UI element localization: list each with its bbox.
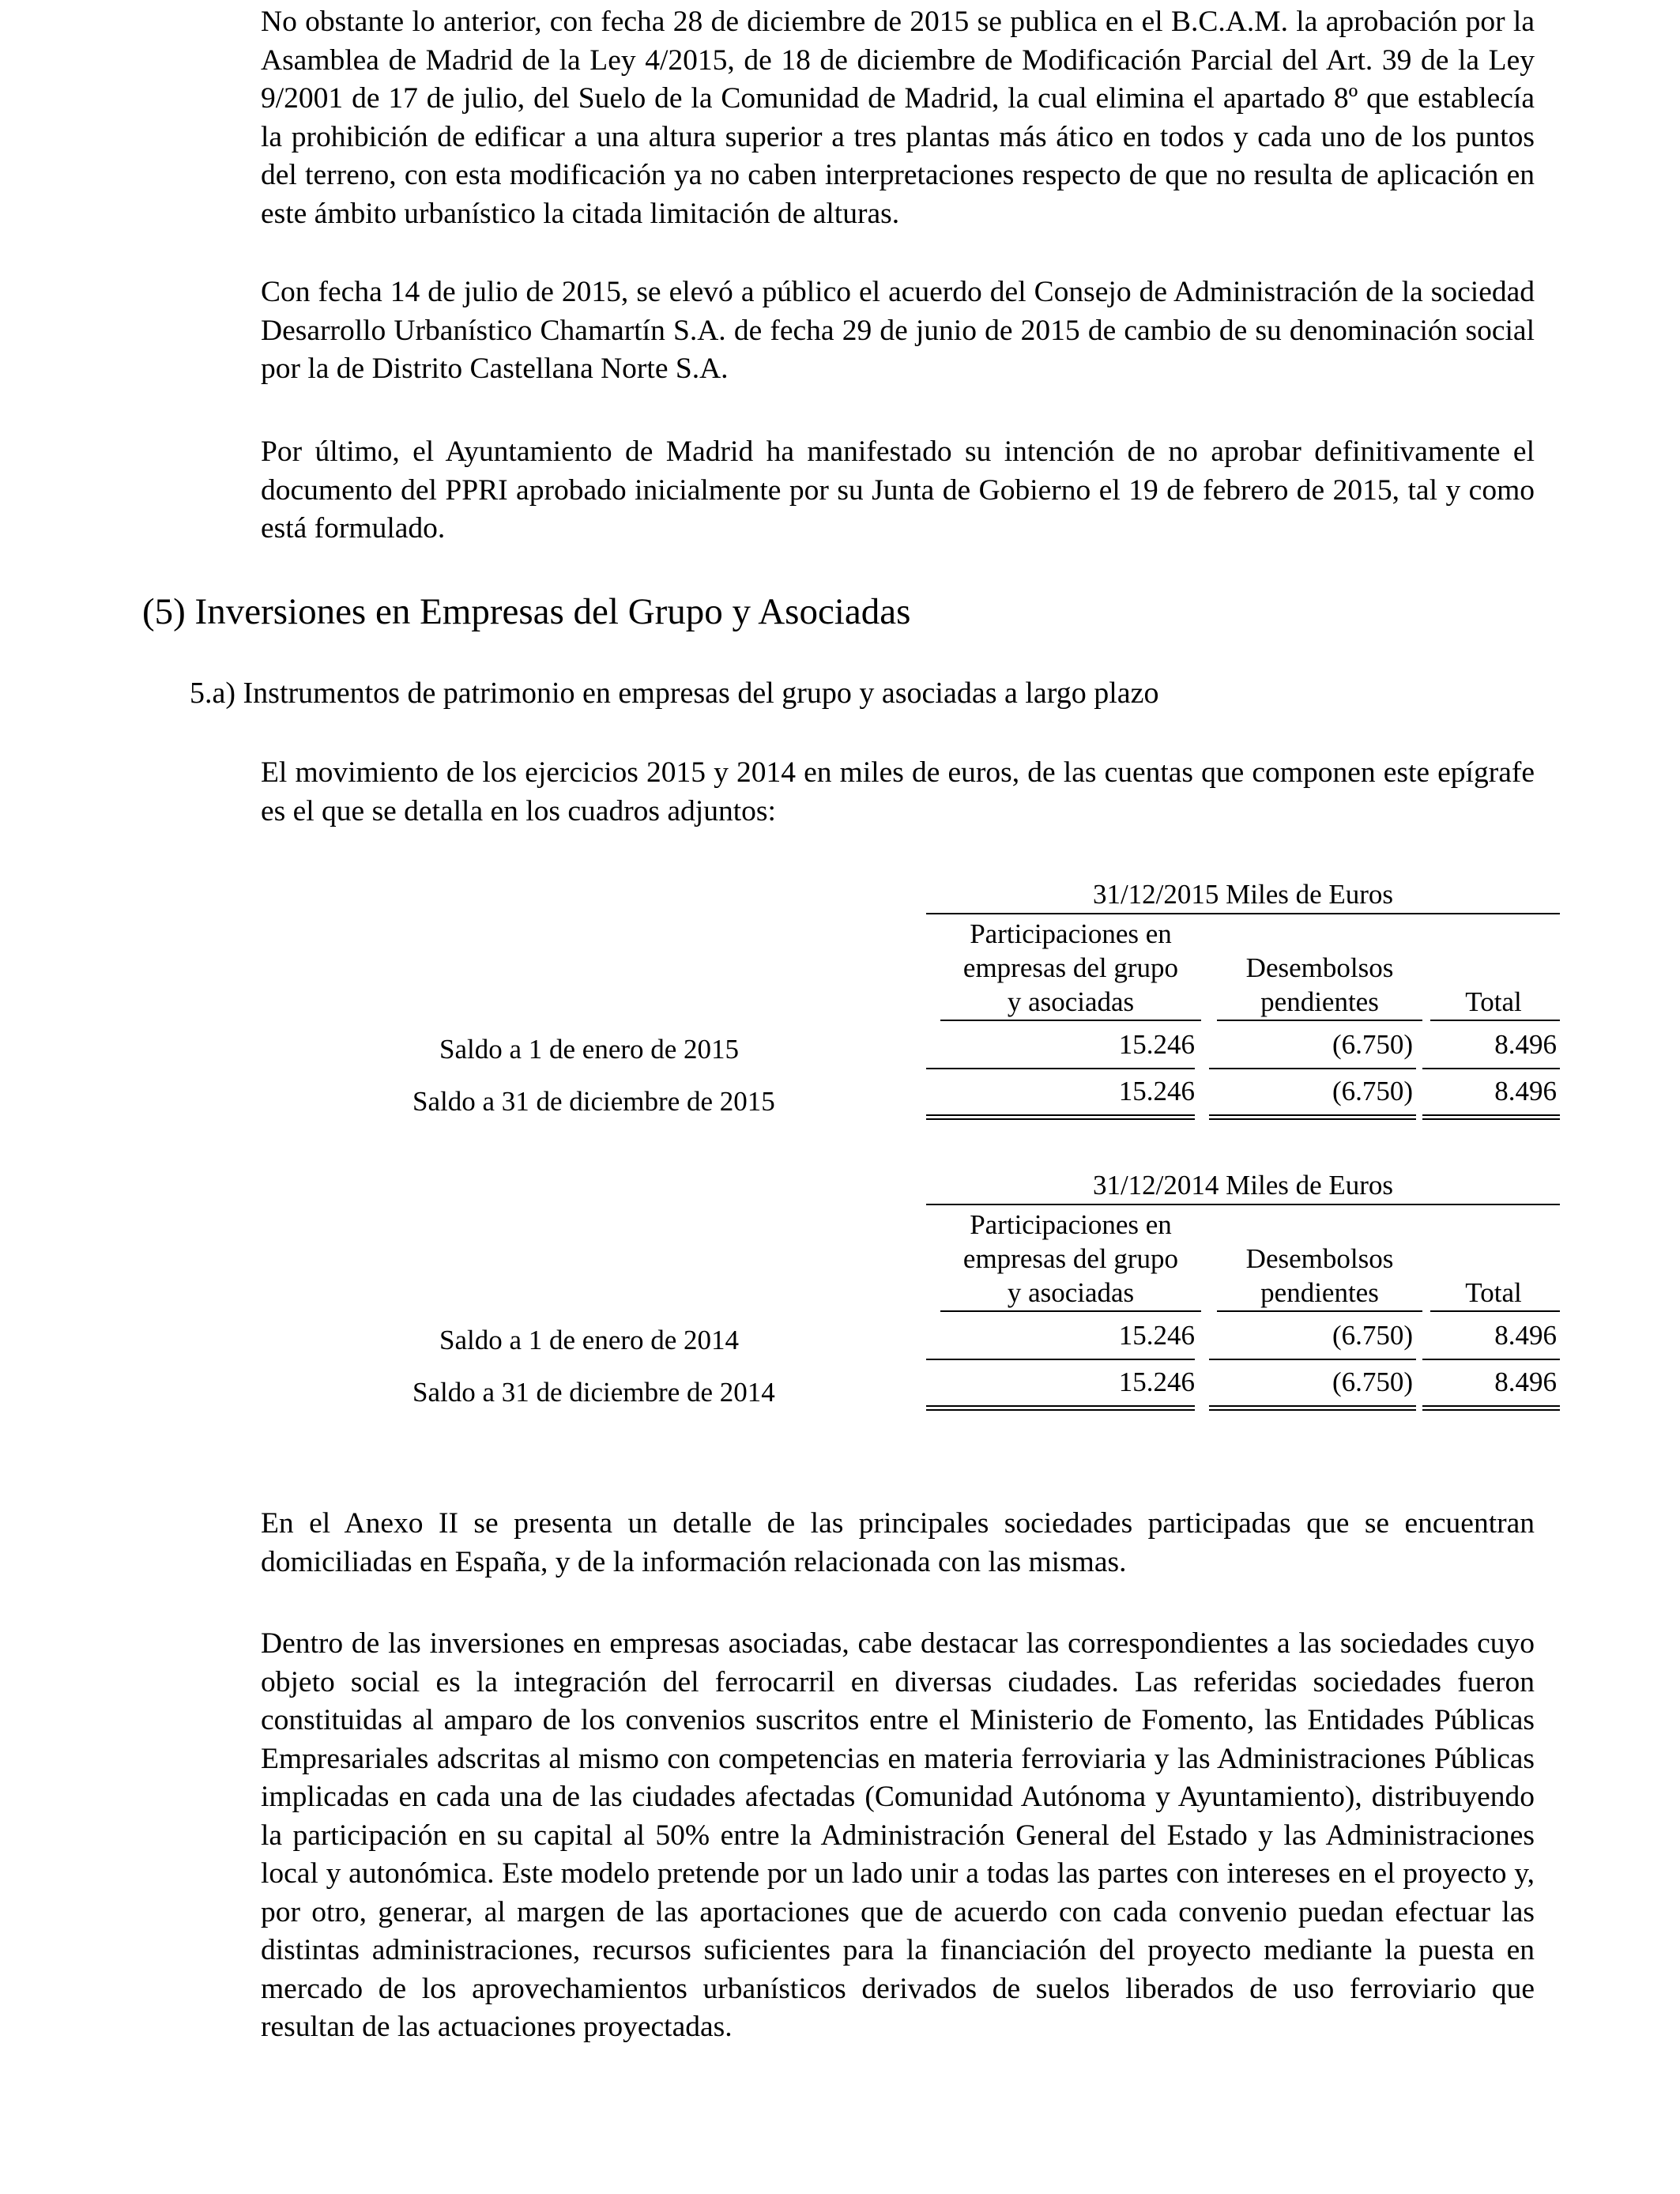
total-double-rule bbox=[1209, 1114, 1416, 1120]
cell-total: 8.496 bbox=[1494, 1367, 1557, 1397]
table-title: 31/12/2014 Miles de Euros bbox=[1092, 1170, 1394, 1201]
column-header-rule bbox=[1430, 1020, 1560, 1021]
paragraph-ley-4-2015: No obstante lo anterior, con fecha 28 de diciembre de 2015 se publica en el B.C.A.M. la aprobación por la Asamblea de Madrid de la Ley 4/2015, de 18 de diciembre de Modificación Parcial del Art. 39 de la Ley 9/2001 de 17 de julio, del Suelo de la Comunidad de Madrid, la cual elimina el apartado 8º que establecía la prohibición de edificar a una altura superior a tres plantas más ático en todos y cada uno de los puntos del terreno, con esta modificación ya no caben interpretaciones respecto de que no resulta de aplicación en este ámbito urbanístico la citada limitación de alturas. bbox=[261, 6, 1535, 230]
column-header-participaciones bbox=[940, 1208, 1201, 1310]
column-header-desembolsos bbox=[1217, 1242, 1422, 1310]
row-label: Saldo a 1 de enero de 2014 bbox=[439, 1325, 740, 1355]
subtotal-rule bbox=[926, 1359, 1195, 1360]
table-title: 31/12/2015 Miles de Euros bbox=[1092, 879, 1394, 910]
cell-desembolsos: (6.750) bbox=[1332, 1367, 1413, 1397]
cell-total: 8.496 bbox=[1494, 1320, 1557, 1351]
column-header-line: empresas del grupo bbox=[962, 952, 1179, 983]
column-header-rule bbox=[940, 1020, 1201, 1021]
column-header-total bbox=[1430, 1276, 1557, 1310]
paragraph-movimiento: El movimiento de los ejercicios 2015 y 2014 en miles de euros, de las cuentas que componen este epígrafe es el que se detalla en los cuadros adjuntos: bbox=[261, 756, 1535, 827]
column-header-rule bbox=[1217, 1020, 1422, 1021]
column-header-line: Participaciones en bbox=[970, 1209, 1172, 1240]
column-header-line: pendientes bbox=[1260, 986, 1379, 1017]
column-header-line: Participaciones en bbox=[970, 918, 1172, 949]
subsection-heading: 5.a) Instrumentos de patrimonio en empresas del grupo y asociadas a largo plazo bbox=[190, 677, 1159, 710]
column-header-line: Desembolsos bbox=[1245, 1243, 1394, 1274]
row-label: Saldo a 31 de diciembre de 2014 bbox=[412, 1377, 775, 1408]
paragraph-integracion-ferrocarril: Dentro de las inversiones en empresas asociadas, cabe destacar las correspondientes a las sociedades cuyo objeto social es la integración del ferrocarril en diversas ciudades. Las referidas sociedades fueron constituidas al amparo de los convenios suscritos entre el Ministerio de Fomento, las Entidades Públicas Empresariales adscritas al mismo con competencias en materia ferroviaria y las Administraciones Públicas implicadas en cada una de las ciudades afectadas (Comunidad Autónoma y Ayuntamiento), distribuyendo la participación en su capital al 50% entre la Administración General del Estado y las Administraciones local y autonómica. Este modelo pretende por un lado unir a todas las partes con intereses en el proyecto y, por otro, generar, al margen de las aportaciones que de acuerdo con cada convenio puedan efectuar las distintas administraciones, recursos suficientes para la financiación del proyecto mediante la puesta en mercado de los aprovechamientos urbanísticos derivados de suelos liberados de uso ferroviario que resultan de las actuaciones proyectadas. bbox=[261, 1627, 1535, 2043]
column-header-line: Total bbox=[1465, 986, 1522, 1017]
column-header-rule bbox=[940, 1310, 1201, 1312]
cell-desembolsos: (6.750) bbox=[1332, 1320, 1413, 1351]
table-title-rule bbox=[926, 1204, 1560, 1205]
section-heading: (5) Inversiones en Empresas del Grupo y Asociadas bbox=[142, 591, 911, 632]
column-header-participaciones bbox=[940, 917, 1201, 1019]
total-double-rule bbox=[1209, 1405, 1416, 1411]
cell-participaciones: 15.246 bbox=[1118, 1367, 1195, 1397]
column-header-line: empresas del grupo bbox=[962, 1243, 1179, 1274]
cell-participaciones: 15.246 bbox=[1118, 1029, 1195, 1060]
column-header-rule bbox=[1430, 1310, 1560, 1312]
row-label: Saldo a 31 de diciembre de 2015 bbox=[412, 1086, 775, 1117]
paragraph-anexo-ii: En el Anexo II se presenta un detalle de las principales sociedades participadas que se encuentran domiciliadas en España, y de la información relacionada con las mismas. bbox=[261, 1507, 1535, 1578]
paragraph-ppri: Por último, el Ayuntamiento de Madrid ha manifestado su intención de no aprobar definitivamente el documento del PPRI aprobado inicialmente por su Junta de Gobierno el 19 de febrero de 2015, tal y como está formulado. bbox=[261, 435, 1535, 545]
paragraph-cambio-denominacion: Con fecha 14 de julio de 2015, se elevó a público el acuerdo del Consejo de Administración de la sociedad Desarrollo Urbanístico Chamartín S.A. de fecha 29 de junio de 2015 de cambio de su denominación social por la de Distrito Castellana Norte S.A. bbox=[261, 276, 1535, 385]
total-double-rule bbox=[926, 1405, 1195, 1411]
table-title-rule bbox=[926, 913, 1560, 914]
column-header-line: y asociadas bbox=[1007, 986, 1135, 1017]
cell-participaciones: 15.246 bbox=[1118, 1320, 1195, 1351]
cell-desembolsos: (6.750) bbox=[1332, 1076, 1413, 1106]
column-header-desembolsos bbox=[1217, 951, 1422, 1019]
column-header-rule bbox=[1217, 1310, 1422, 1312]
cell-participaciones: 15.246 bbox=[1118, 1076, 1195, 1106]
subtotal-rule bbox=[1422, 1359, 1560, 1360]
column-header-line: Desembolsos bbox=[1245, 952, 1394, 983]
total-double-rule bbox=[926, 1114, 1195, 1120]
row-label: Saldo a 1 de enero de 2015 bbox=[439, 1034, 740, 1065]
total-double-rule bbox=[1422, 1114, 1560, 1120]
subtotal-rule bbox=[926, 1068, 1195, 1069]
column-header-line: pendientes bbox=[1260, 1277, 1379, 1308]
total-double-rule bbox=[1422, 1405, 1560, 1411]
cell-desembolsos: (6.750) bbox=[1332, 1029, 1413, 1060]
subtotal-rule bbox=[1422, 1068, 1560, 1069]
cell-total: 8.496 bbox=[1494, 1076, 1557, 1106]
column-header-line: Total bbox=[1465, 1277, 1522, 1308]
cell-total: 8.496 bbox=[1494, 1029, 1557, 1060]
column-header-total bbox=[1430, 985, 1557, 1019]
subtotal-rule bbox=[1209, 1359, 1416, 1360]
subtotal-rule bbox=[1209, 1068, 1416, 1069]
column-header-line: y asociadas bbox=[1007, 1277, 1135, 1308]
